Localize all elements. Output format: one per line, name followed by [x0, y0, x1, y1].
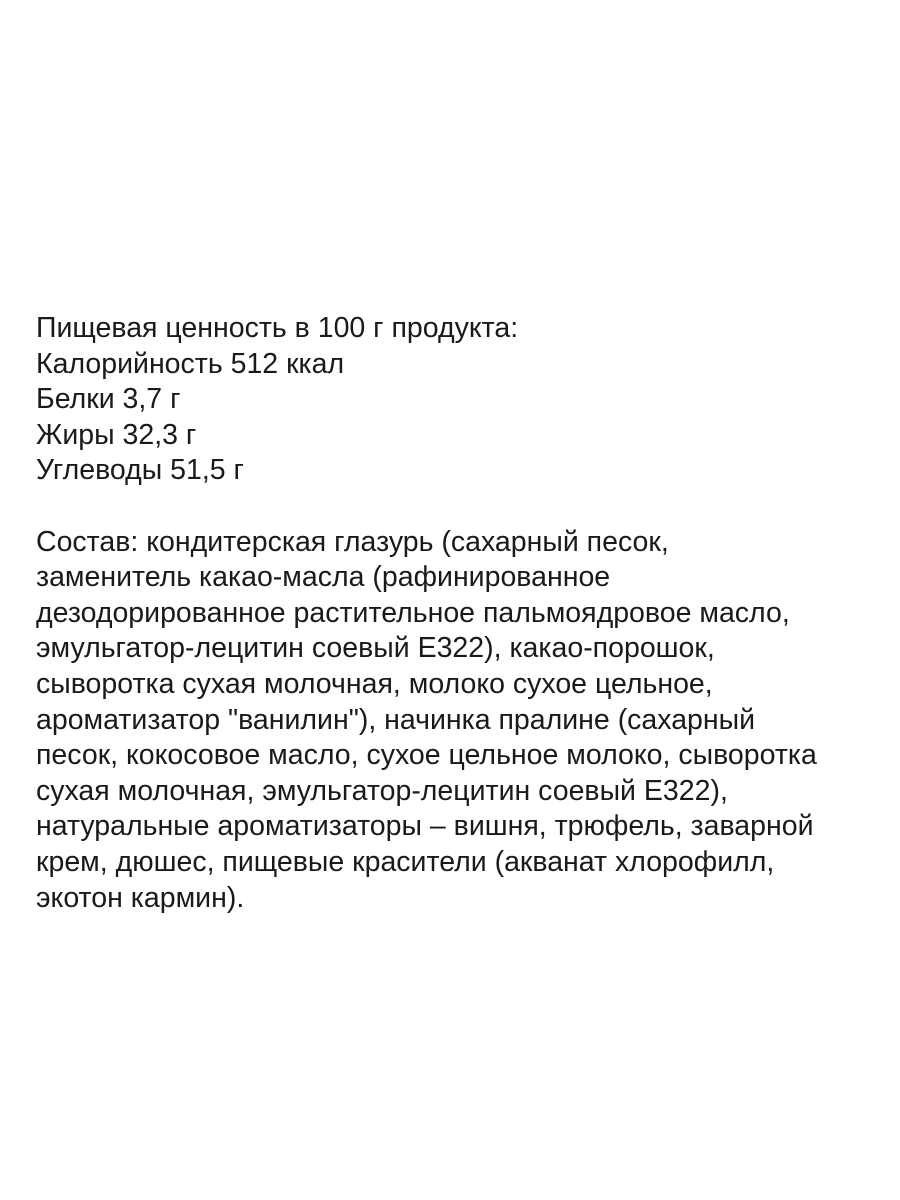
carbs-line: Углеводы 51,5 г [36, 454, 244, 487]
nutrition-heading: Пищевая ценность в 100 г продукта: [36, 312, 519, 344]
fat-line: Жиры 32,3 г [36, 418, 197, 451]
composition-line: крем, дюшес, пищевые красители (акванат хлорофилл, [36, 845, 775, 878]
composition-line: Состав: кондитерская глазурь (сахарный песок, [36, 525, 669, 558]
composition-line: заменитель какао-масла (рафинированное [36, 561, 611, 594]
composition-line: сухая молочная, эмульгатор-лецитин соевый Е322), [36, 774, 728, 807]
composition-line: песок, кокосовое масло, сухое цельное молоко, сыворотка [36, 739, 817, 772]
section-spacer [36, 489, 866, 525]
composition-line: экотон кармин). [36, 881, 245, 914]
composition-line: ароматизатор "ванилин"), начинка пралине (сахарный [36, 703, 756, 736]
composition-block [36, 525, 866, 917]
composition-line: эмульгатор-лецитин соевый Е322), какао-порошок, [36, 632, 715, 665]
composition-line: сыворотка сухая молочная, молоко сухое цельное, [36, 667, 713, 700]
composition-line: натуральные ароматизаторы – вишня, трюфель, заварной [36, 810, 814, 843]
nutrition-block [36, 311, 866, 489]
product-info-sheet [36, 311, 866, 916]
composition-line: дезодорированное растительное пальмоядровое масло, [36, 596, 790, 629]
protein-line: Белки 3,7 г [36, 383, 181, 416]
calories-line: Калорийность 512 ккал [36, 347, 345, 380]
